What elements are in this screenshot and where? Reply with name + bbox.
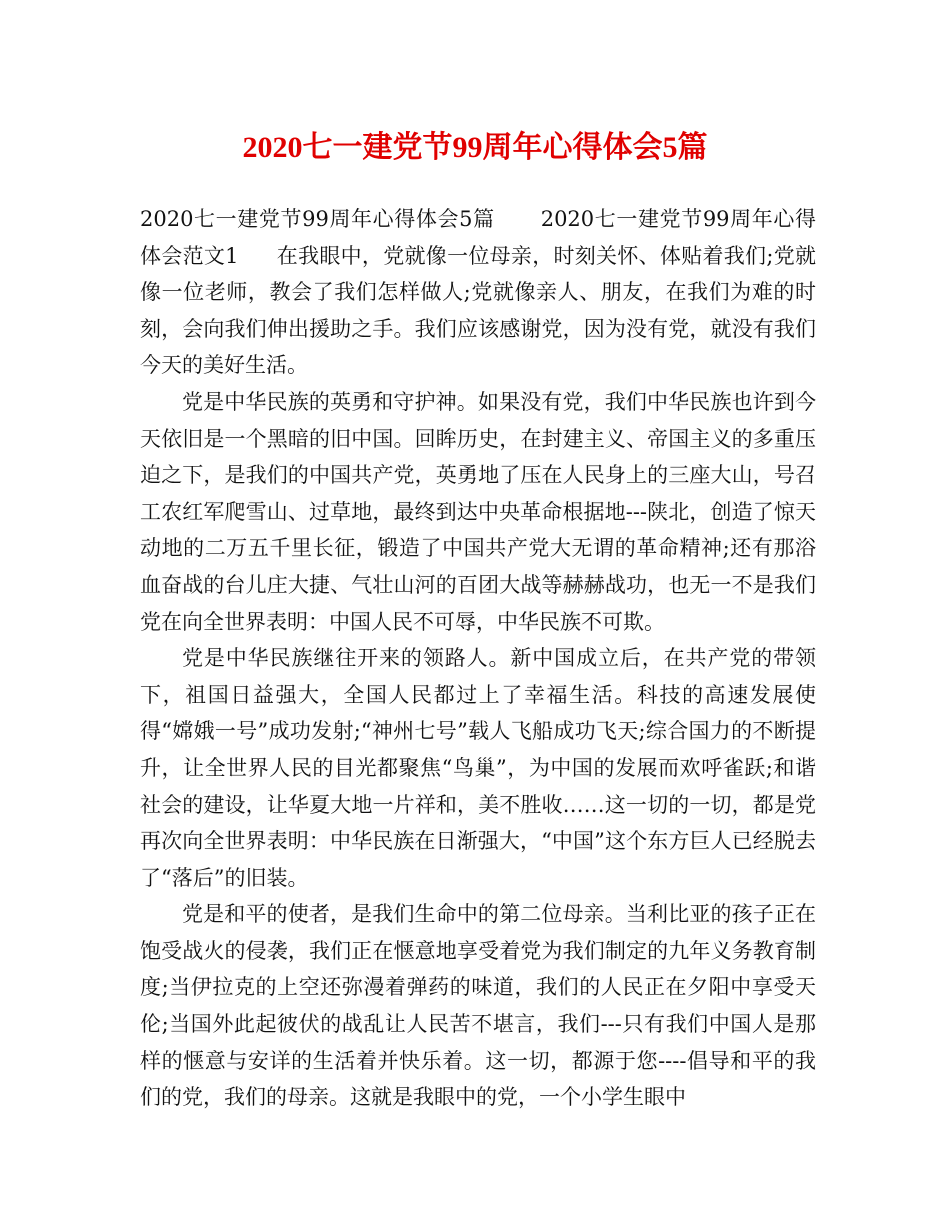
document-body bbox=[140, 201, 816, 1116]
intro-text: 在我眼中，党就像一位母亲，时刻关怀、体贴着我们;党就像一位老师，教会了我们怎样做人;党就像亲人、朋友，在我们为难的时刻，会向我们伸出援助之手。我们应该感谢党，因为没有党，就没有我们今天的美好生活。 bbox=[140, 243, 816, 378]
body-paragraph: 党是和平的使者，是我们生命中的第二位母亲。当利比亚的孩子正在饱受战火的侵袭，我们正在惬意地享受着党为我们制定的九年义务教育制度;当伊拉克的上空还弥漫着弹药的味道，我们的人民正在夕阳中享受天伦;当国外此起彼伏的战乱让人民苦不堪言，我们---只有我们中国人是那样的惬意与安详的生活着并快乐着。这一切，都源于您----倡导和平的我们的党，我们的母亲。这就是我眼中的党，一个小学生眼中 bbox=[140, 902, 816, 1110]
document-title: 2020七一建党节99周年心得体会5篇 bbox=[242, 131, 708, 164]
intro-sub-heading: 2020七一建党节99周年心得体会范文1 bbox=[140, 207, 816, 268]
intro-heading-repeat: 2020七一建党节99周年心得体会5篇 bbox=[140, 207, 495, 231]
body-paragraph: 党是中华民族的英勇和守护神。如果没有党，我们中华民族也许到今天依旧是一个黑暗的旧中国。回眸历史，在封建主义、帝国主义的多重压迫之下，是我们的中国共产党，英勇地了压在人民身上的三座大山，号召工农红军爬雪山、过草地，最终到达中央革命根据地---陕北，创造了惊天动地的二万五千里长征，锻造了中国共产党大无谓的革命精神;还有那浴血奋战的台儿庄大捷、气壮山河的百团大战等赫赫战功，也无一不是我们党在向全世界表明：中国人民不可辱，中华民族不可欺。 bbox=[140, 389, 816, 634]
body-paragraph: 党是中华民族继往开来的领路人。新中国成立后，在共产党的带领下，祖国日益强大，全国人民都过上了幸福生活。科技的高速发展使得“嫦娥一号”成功发射;“神州七号”载人飞船成功飞天;综合国力的不断提升，让全世界人民的目光都聚焦“鸟巢”，为中国的发展而欢呼雀跃;和谐社会的建设，让华夏大地一片祥和，美不胜收……这一切的一切，都是党再次向全世界表明：中华民族在日渐强大，“中国”这个东方巨人已经脱去了“落后”的旧装。 bbox=[140, 646, 816, 890]
intro-paragraph bbox=[140, 201, 816, 384]
